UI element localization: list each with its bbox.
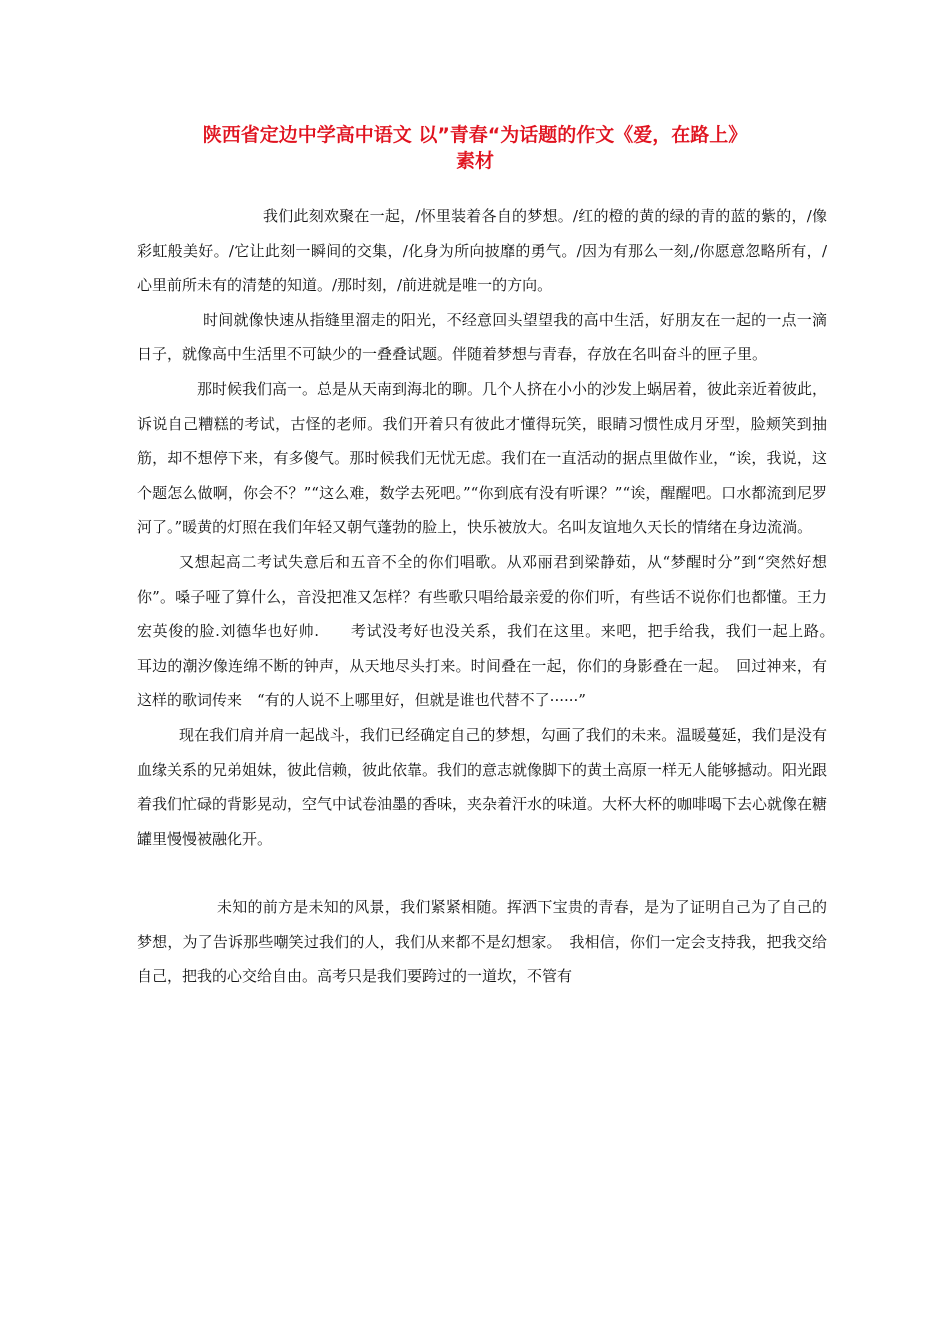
paragraph-5: 现在我们肩并肩一起战斗，我们已经确定自己的梦想，勾画了我们的未来。温暖蔓延，我们是没有血缘关系的兄弟姐妹，彼此信赖，彼此依靠。我们的意志就像脚下的黄土高原一样无人能够撼动。阳光跟着我们忙碌的背影晃动，空气中试卷油墨的香味，夹杂着汗水的味道。大杯大杯的咖啡喝下去心就像在糖罐里慢慢被融化开。 bbox=[137, 725, 828, 848]
paragraph-4: 又想起高二考试失意后和五音不全的你们唱歌。从邓丽君到梁静茹，从“梦醒时分”到“突然好想你”。嗓子哑了算什么，音没把准又怎样？有些歌只唱给最亲爱的你们听，有些话不说你们也都懂。王力宏英俊的脸.刘德华也好帅. 考试没考好也没关系，我们在这里。来吧，把手给我，我们一起上路。 耳边的潮汐像连绵不断的钟声，从天地尽头打来。时间叠在一起，你们的身影叠在一起。 回过神来，有这样的歌词传来 “有的人说不上哪里好，但就是谁也代替不了······” bbox=[137, 552, 843, 710]
document-title bbox=[120, 122, 830, 174]
paragraph-1: 我们此刻欢聚在一起，/怀里装着各自的梦想。/红的橙的黄的绿的青的蓝的紫的，/像彩虹般美好。/它让此刻一瞬间的交集，/化身为所向披靡的勇气。/因为有那么一刻,/你愿意忽略所有，/心里前所未有的清楚的知道。/那时刻，/前进就是唯一的方向。 bbox=[137, 207, 827, 295]
paragraph-3: 那时候我们高一。总是从天南到海北的聊。几个人挤在小小的沙发上蜗居着，彼此亲近着彼此，诉说自己糟糕的考试，古怪的老师。我们开着只有彼此才懂得玩笑，眼睛习惯性成月牙型，脸颊笑到抽筋，却不想停下来，有多傻气。那时候我们无忧无虑。我们在一直活动的据点里做作业，“诶，我说，这个题怎么做啊，你会不？”“这么难，数学去死吧。”“你到底有没有听课？”“诶，醒醒吧。口水都流到尼罗河了。”暖黄的灯照在我们年轻又朝气蓬勃的脸上，快乐被放大。名叫友谊地久天长的情绪在身边流淌。 bbox=[137, 379, 828, 537]
title-line-2: 素材 bbox=[455, 150, 494, 172]
paragraph-2: 时间就像快速从指缝里溜走的阳光，不经意回头望望我的高中生活，好朋友在一起的一点一滴日子，就像高中生活里不可缺少的一叠叠试题。伴随着梦想与青春，存放在名叫奋斗的匣子里。 bbox=[137, 310, 827, 364]
title-line-1: 陕西省定边中学高中语文 以”青春“为话题的作文《爱，在路上》 bbox=[202, 124, 748, 146]
paragraph-6: 未知的前方是未知的风景，我们紧紧相随。挥洒下宝贵的青春，是为了证明自己为了自己的梦想，为了告诉那些嘲笑过我们的人，我们从来都不是幻想家。 我相信，你们一定会支持我，把我交给自己，把我的心交给自由。高考只是我们要跨过的一道坎，不管有 bbox=[137, 898, 827, 986]
document-body bbox=[137, 199, 843, 994]
